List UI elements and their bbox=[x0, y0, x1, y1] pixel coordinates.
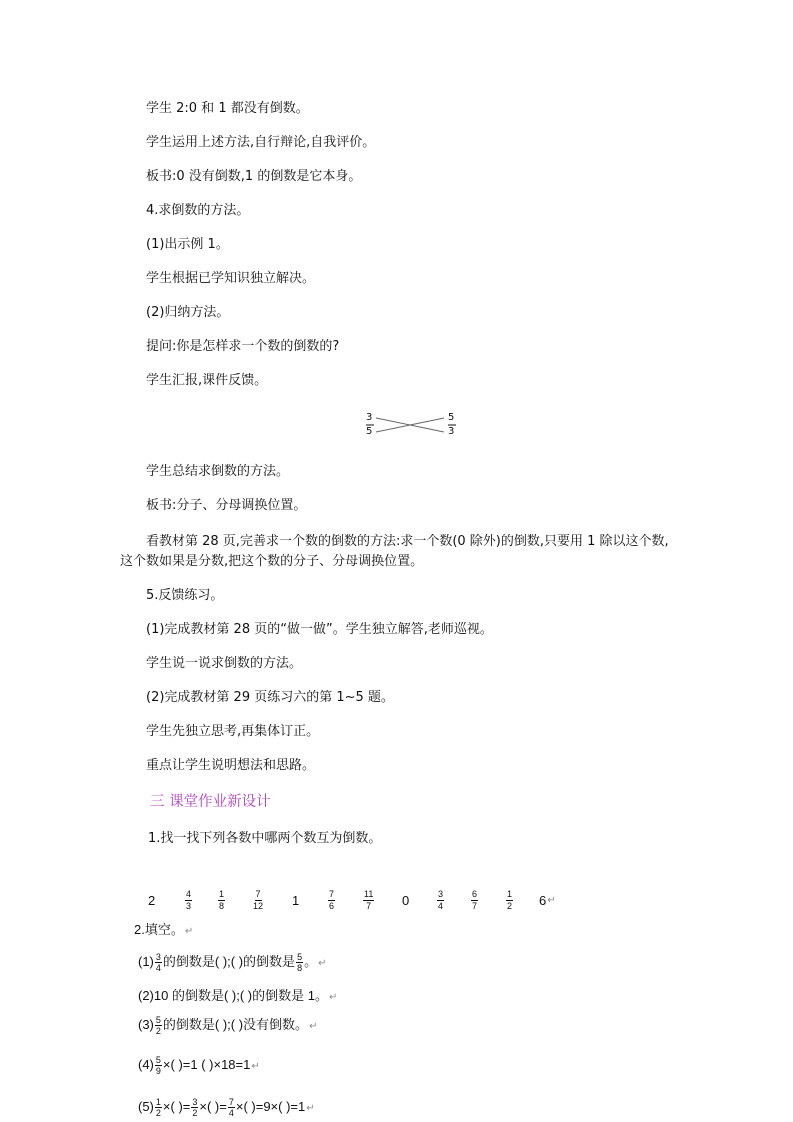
text-line: 学生 2:0 和 1 都没有倒数。 bbox=[146, 101, 309, 116]
text-line: 学生汇报,课件反馈。 bbox=[146, 373, 268, 388]
return-mark-icon: ↵ bbox=[318, 958, 327, 969]
swap-arrows-icon bbox=[364, 412, 458, 438]
text-line: 学生根据已学知识独立解决。 bbox=[146, 271, 316, 286]
return-mark-icon: ↵ bbox=[184, 926, 194, 937]
fraction-item: 7 12 bbox=[253, 888, 264, 911]
diagram-left-numerator: 3 bbox=[366, 412, 373, 423]
text-line: (1)出示例 1。 bbox=[146, 237, 229, 252]
diagram-right-numerator: 5 bbox=[448, 412, 455, 423]
fraction-item: 6 7 bbox=[472, 888, 478, 911]
number-item: 2 bbox=[148, 892, 156, 908]
fraction-item: 1 8 bbox=[219, 888, 225, 911]
fill-blank-question-3: (3) $\frac{5}{2}$ 的倒数是( );( )没有倒数。↵ bbox=[138, 1015, 318, 1037]
fraction-item: 7 6 bbox=[329, 888, 335, 911]
text-line: 4.求倒数的方法。 bbox=[146, 203, 250, 218]
fill-blank-question-2: (2)10 的倒数是( );( )的倒数是 1。↵ bbox=[138, 988, 338, 1003]
number-item: 0 bbox=[402, 892, 410, 908]
fill-blank-question-4: (4) $\frac{5}{9}$ ×( )=1 ( )×18=1↵ bbox=[138, 1055, 260, 1077]
text-line: (1)完成教材第 28 页的“做一做”。学生独立解答,老师巡视。 bbox=[146, 622, 493, 637]
return-mark-icon: ↵ bbox=[328, 992, 338, 1003]
exercise-1-title: 1.找一找下列各数中哪两个数互为倒数。 bbox=[148, 831, 382, 846]
paragraph: 看教材第 28 页,完善求一个数的倒数的方法:求一个数(0 除外)的倒数,只要用 1 除以这个数,这个数如果是分数,把这个数的分子、分母调换位置。 bbox=[120, 534, 669, 569]
text-line: 学生先独立思考,再集体订正。 bbox=[146, 724, 320, 739]
return-mark-icon: ↵ bbox=[547, 894, 556, 906]
text-line: (2)归纳方法。 bbox=[146, 305, 230, 320]
section-heading: 三 课堂作业新设计 bbox=[150, 794, 271, 810]
return-mark-icon: ↵ bbox=[309, 1021, 318, 1032]
number-row bbox=[146, 884, 566, 916]
fraction-item: 11 7 bbox=[364, 888, 374, 911]
text-line: (2)完成教材第 29 页练习六的第 1~5 题。 bbox=[146, 690, 394, 705]
fill-blank-question-1: (1) $\frac{3}{4}$ 的倒数是( );( )的倒数是 $\frac{5}{8}$ 。↵ bbox=[138, 952, 327, 974]
reciprocal-swap-diagram bbox=[364, 412, 458, 438]
text-line: 重点让学生说明想法和思路。 bbox=[146, 758, 316, 773]
diagram-right-denominator: 3 bbox=[448, 426, 455, 437]
number-item: 6 ↵ bbox=[539, 892, 556, 908]
text-line: 提问:你是怎样求一个数的倒数的? bbox=[146, 339, 340, 354]
text-line: 学生总结求倒数的方法。 bbox=[146, 464, 290, 479]
fraction-item: 4 3 bbox=[186, 888, 192, 911]
return-mark-icon: ↵ bbox=[306, 1103, 315, 1114]
fraction-item: 3 4 bbox=[438, 888, 444, 911]
return-mark-icon: ↵ bbox=[251, 1061, 260, 1072]
fraction-item: 1 2 bbox=[507, 888, 513, 911]
diagram-left-denominator: 5 bbox=[366, 426, 373, 437]
fill-blank-question-5: (5) $\frac{1}{2}$ ×( )= $\frac{3}{2}$ ×( )= $\frac{7}{4}$ ×( )=9×( )=1↵ bbox=[138, 1097, 315, 1119]
text-line: 5.反馈练习。 bbox=[146, 588, 224, 603]
text-line: 板书:0 没有倒数,1 的倒数是它本身。 bbox=[146, 169, 362, 184]
exercise-2-title: 2.填空。↵ bbox=[134, 922, 194, 937]
number-item: 1 bbox=[292, 892, 300, 908]
text-line: 板书:分子、分母调换位置。 bbox=[146, 498, 307, 513]
text-line: 学生运用上述方法,自行辩论,自我评价。 bbox=[146, 135, 376, 150]
text-line: 学生说一说求倒数的方法。 bbox=[146, 656, 303, 671]
